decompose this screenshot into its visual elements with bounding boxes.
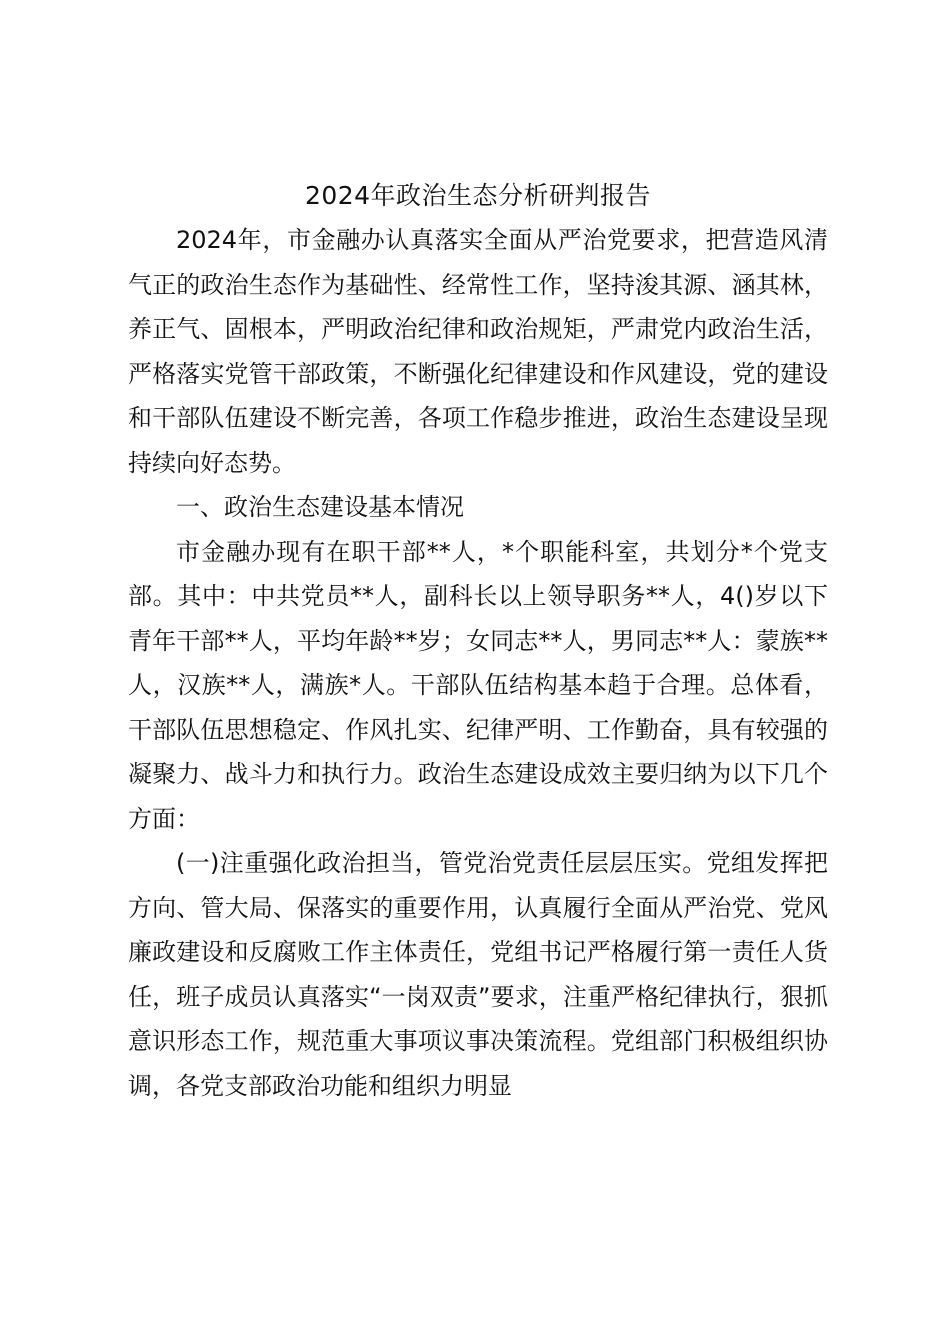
subsection-1-paragraph: (一)注重强化政治担当，管党治党责任层层压实。党组发挥把方向、管大局、保落实的重要作用，认真履行全面从严治党、党风廉政建设和反腐败工作主体责任，党组书记严格履行第一责任人货任，班子成员认真落实“一岗双责”要求，注重严格纪律执行，狠抓意识形态工作，规范重大事项议事决策流程。党组部门积极组织协调，各党支部政治功能和组织力明显 [128, 849, 828, 1100]
document-title: 2024年政治生态分析研判报告 [304, 181, 652, 210]
document-body [128, 174, 828, 1108]
section-heading-1: 一、政治生态建设基本情况 [176, 493, 464, 521]
section-1-paragraph: 市金融办现有在职干部**人，*个职能科室，共划分*个党支部。其中：中共党员**人，副科长以上领导职务**人，4()岁以下青年干部**人，平均年龄**岁；女同志**人，男同志**人：蒙族**人，汉族**人，满族*人。干部队伍结构基本趋于合理。总体看，干部队伍思想稳定、作风扎实、纪律严明、工作勤奋，具有较强的凝聚力、战斗力和执行力。政治生态建设成效主要归纳为以下几个方面： [128, 537, 828, 833]
intro-paragraph: 2024年，市金融办认真落实全面从严治党要求，把营造风清气正的政治生态作为基础性、经常性工作，坚持浚其源、涵其林，养正气、固根本，严明政治纪律和政治规矩，严肃党内政治生活，严格落实党管干部政策，不断强化纪律建设和作风建设，党的建设和干部队伍建设不断完善，各项工作稳步推进，政治生态建设呈现持续向好态势。 [128, 226, 828, 477]
